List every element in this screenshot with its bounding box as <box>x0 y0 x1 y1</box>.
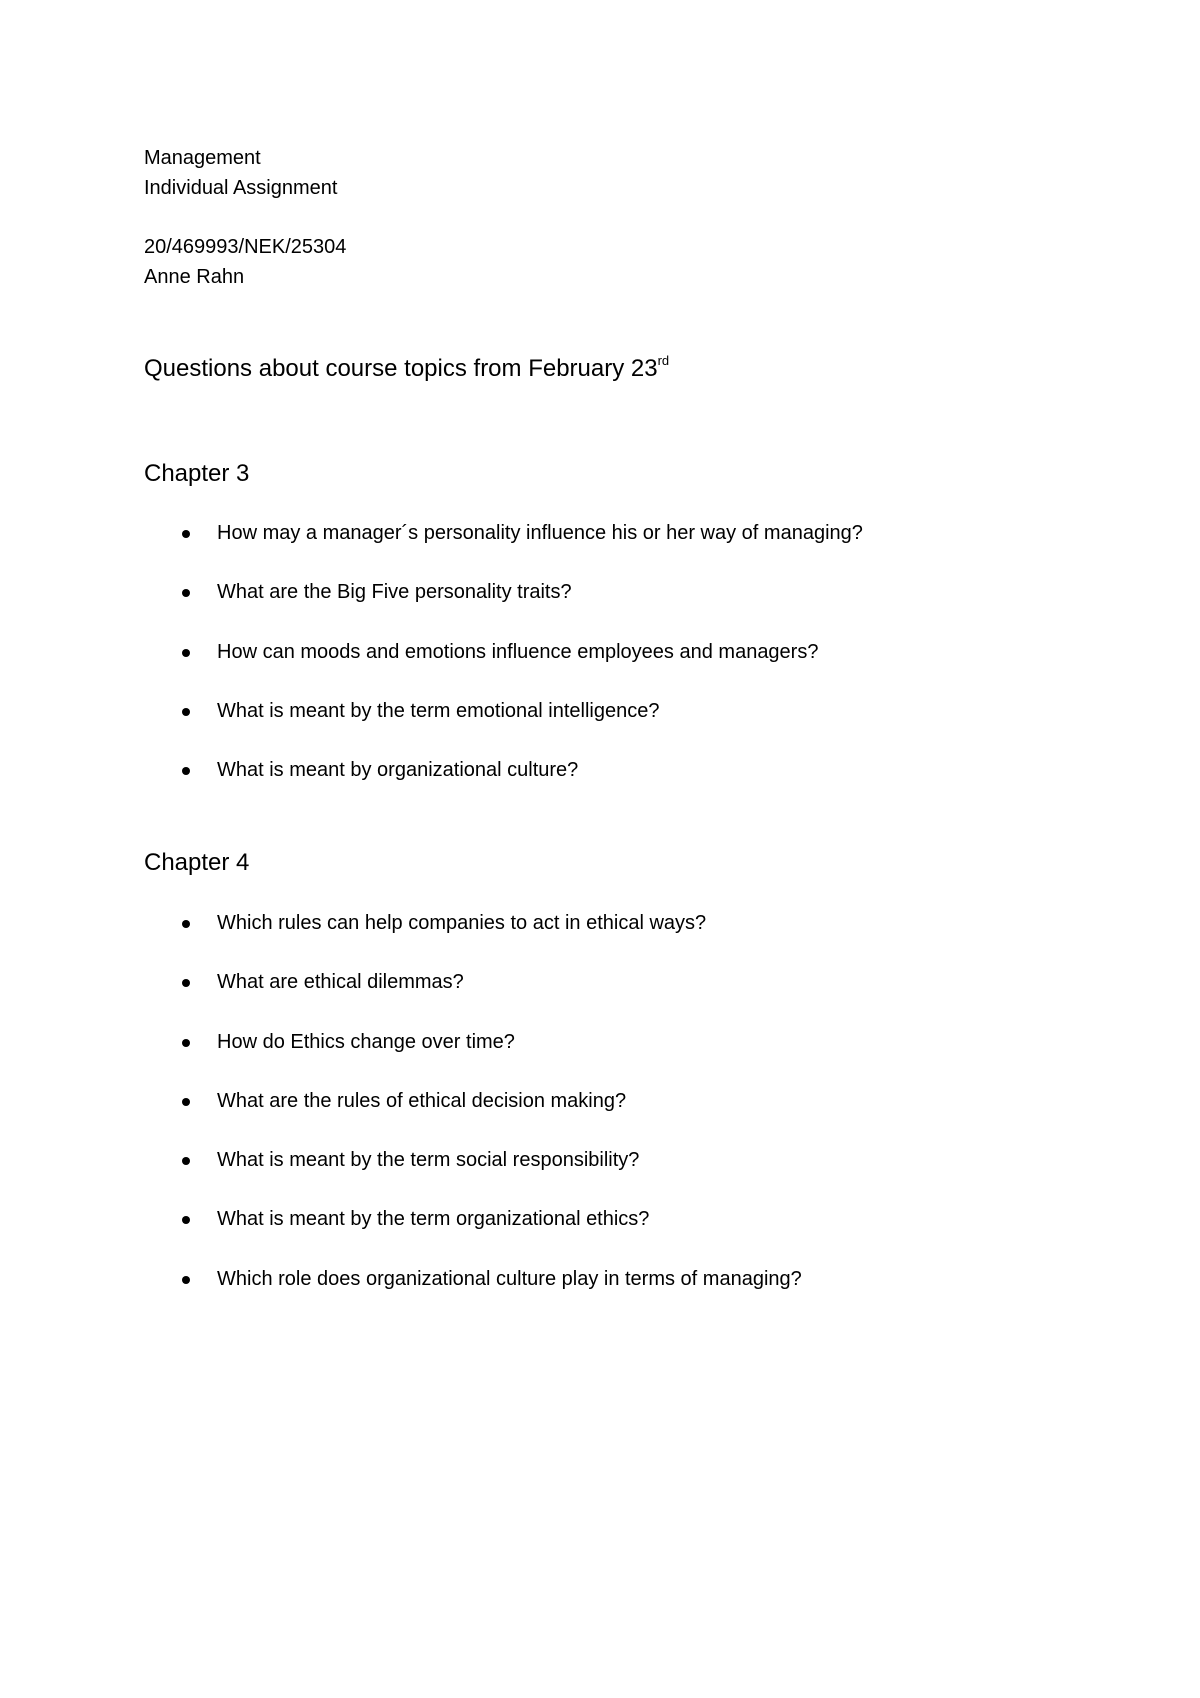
list-item <box>144 909 1144 968</box>
question-text: What are the rules of ethical decision making? <box>217 1089 627 1112</box>
list-item <box>144 1028 1144 1087</box>
bullet-icon <box>182 1039 190 1047</box>
bullet-icon <box>182 979 190 987</box>
chapter-3-heading: Chapter 3 <box>144 460 250 487</box>
bullet-icon <box>182 1157 190 1165</box>
document-title-text: Questions about course topics from February 23 <box>144 355 658 382</box>
list-item <box>144 1087 1144 1146</box>
chapter-4-question-list <box>144 909 1144 1324</box>
list-item <box>144 1265 1144 1324</box>
question-text: Which rules can help companies to act in ethical ways? <box>217 912 707 934</box>
list-item <box>144 697 1144 756</box>
question-text: Which role does organizational culture play in terms of managing? <box>217 1267 802 1290</box>
student-id: 20/469993/NEK/25304 <box>144 236 347 258</box>
question-text: What is meant by the term social responsibility? <box>217 1149 640 1172</box>
bullet-icon <box>182 708 190 716</box>
list-item <box>144 1146 1144 1205</box>
bullet-icon <box>182 1098 190 1106</box>
course-name: Management <box>144 147 261 169</box>
list-item <box>144 519 1144 578</box>
document-title-superscript: rd <box>657 353 670 368</box>
question-text: How can moods and emotions influence employees and managers? <box>217 640 819 663</box>
question-text: What are ethical dilemmas? <box>217 971 464 994</box>
bullet-icon <box>182 649 190 657</box>
list-item <box>144 968 1144 1027</box>
list-item <box>144 1205 1144 1264</box>
list-item <box>144 638 1144 697</box>
question-text: What is meant by the term organizational ethics? <box>217 1208 650 1231</box>
question-text: How may a manager´s personality influence his or her way of managing? <box>217 522 863 544</box>
bullet-icon <box>182 920 190 928</box>
list-item <box>144 578 1144 637</box>
bullet-icon <box>182 767 190 775</box>
bullet-icon <box>182 589 190 597</box>
document-title <box>144 352 669 386</box>
question-text: What is meant by the term emotional intelligence? <box>217 699 660 722</box>
question-text: What are the Big Five personality traits? <box>217 581 572 604</box>
bullet-icon <box>182 530 190 538</box>
bullet-icon <box>182 1216 190 1224</box>
chapter-4-heading: Chapter 4 <box>144 849 250 876</box>
assignment-type: Individual Assignment <box>144 177 338 199</box>
question-text: How do Ethics change over time? <box>217 1030 515 1053</box>
author-name: Anne Rahn <box>144 266 245 288</box>
bullet-icon <box>182 1276 190 1284</box>
question-text: What is meant by organizational culture? <box>217 759 579 782</box>
list-item <box>144 756 1144 815</box>
chapter-3-question-list <box>144 519 1144 815</box>
